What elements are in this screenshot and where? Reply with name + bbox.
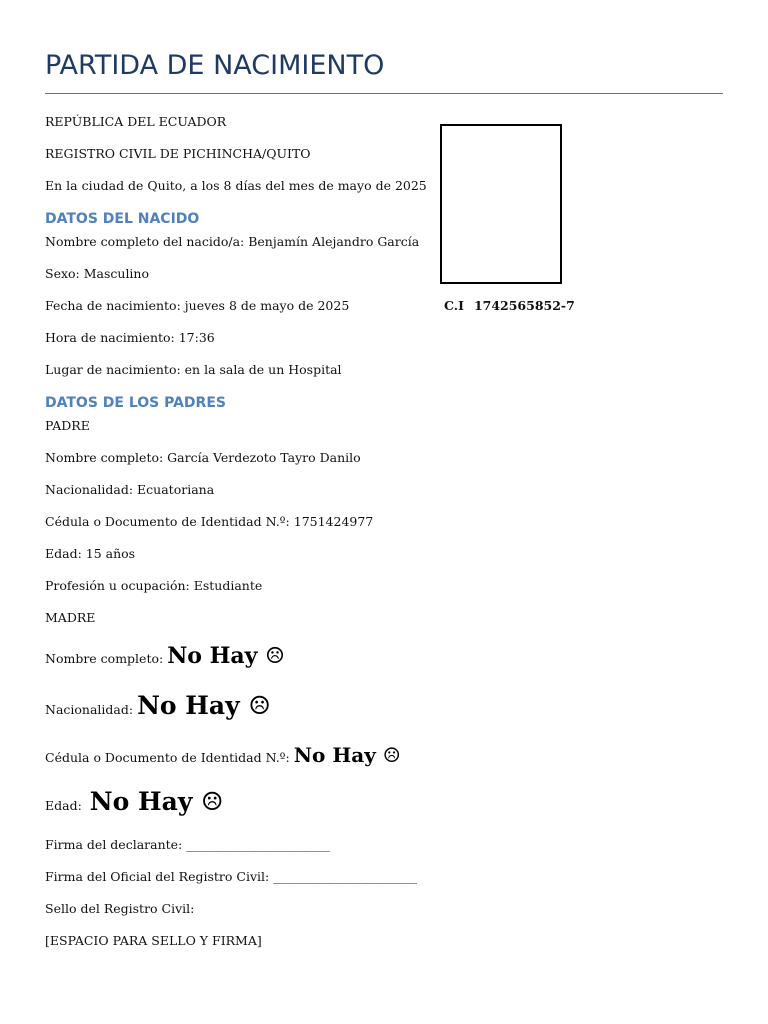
madre-nombre-value: No Hay ☹: [167, 643, 285, 669]
padre-nacionalidad: Nacionalidad: Ecuatoriana: [45, 482, 215, 497]
section-heading-nacido: DATOS DEL NACIDO: [45, 211, 200, 227]
title-divider: [45, 93, 723, 94]
ci-label: C.I: [444, 298, 464, 313]
padre-profesion: Profesión u ocupación: Estudiante: [45, 578, 263, 593]
firma-oficial: Firma del Oficial del Registro Civil: _______________________: [45, 869, 417, 884]
madre-nacionalidad: [45, 689, 271, 727]
header-registry: REGISTRO CIVIL DE PICHINCHA/QUITO: [45, 146, 311, 161]
madre-nacionalidad-label: Nacionalidad:: [45, 702, 134, 717]
ci-number: 1742565852-7: [473, 298, 575, 313]
ci-caption: [444, 298, 575, 313]
photo-placeholder: [440, 124, 562, 284]
espacio-sello: [ESPACIO PARA SELLO Y FIRMA]: [45, 933, 262, 948]
madre-label: MADRE: [45, 610, 96, 625]
madre-cedula-value: No Hay ☹: [293, 743, 401, 767]
nacido-sexo: Sexo: Masculino: [45, 266, 150, 281]
padre-edad: Edad: 15 años: [45, 546, 136, 561]
padre-nombre: Nombre completo: García Verdezoto Tayro Danilo: [45, 450, 361, 465]
nacido-lugar: Lugar de nacimiento: en la sala de un Hospital: [45, 362, 342, 377]
padre-cedula: Cédula o Documento de Identidad N.º: 1751424977: [45, 514, 374, 529]
document-title: PARTIDA DE NACIMIENTO: [45, 50, 385, 81]
madre-cedula-label: Cédula o Documento de Identidad N.º:: [45, 750, 290, 765]
madre-nacionalidad-value: No Hay ☹: [137, 691, 271, 720]
nacido-nombre: Nombre completo del nacido/a: Benjamín Alejandro García: [45, 234, 420, 249]
padre-label: PADRE: [45, 418, 90, 433]
firma-declarante: Firma del declarante: _______________________: [45, 837, 330, 852]
header-date-place: En la ciudad de Quito, a los 8 días del mes de mayo de 2025: [45, 178, 427, 193]
nacido-fecha: Fecha de nacimiento: jueves 8 de mayo de 2025: [45, 298, 350, 313]
madre-edad-label: Edad:: [45, 798, 82, 813]
madre-cedula: [45, 740, 401, 773]
madre-edad-value: No Hay ☹: [89, 787, 224, 816]
header-country: REPÚBLICA DEL ECUADOR: [45, 114, 227, 129]
madre-nombre-label: Nombre completo:: [45, 651, 164, 666]
section-heading-padres: DATOS DE LOS PADRES: [45, 395, 226, 411]
sello-registro: Sello del Registro Civil:: [45, 901, 195, 916]
nacido-hora: Hora de nacimiento: 17:36: [45, 330, 215, 345]
madre-edad: [45, 785, 223, 823]
madre-nombre: [45, 640, 285, 675]
